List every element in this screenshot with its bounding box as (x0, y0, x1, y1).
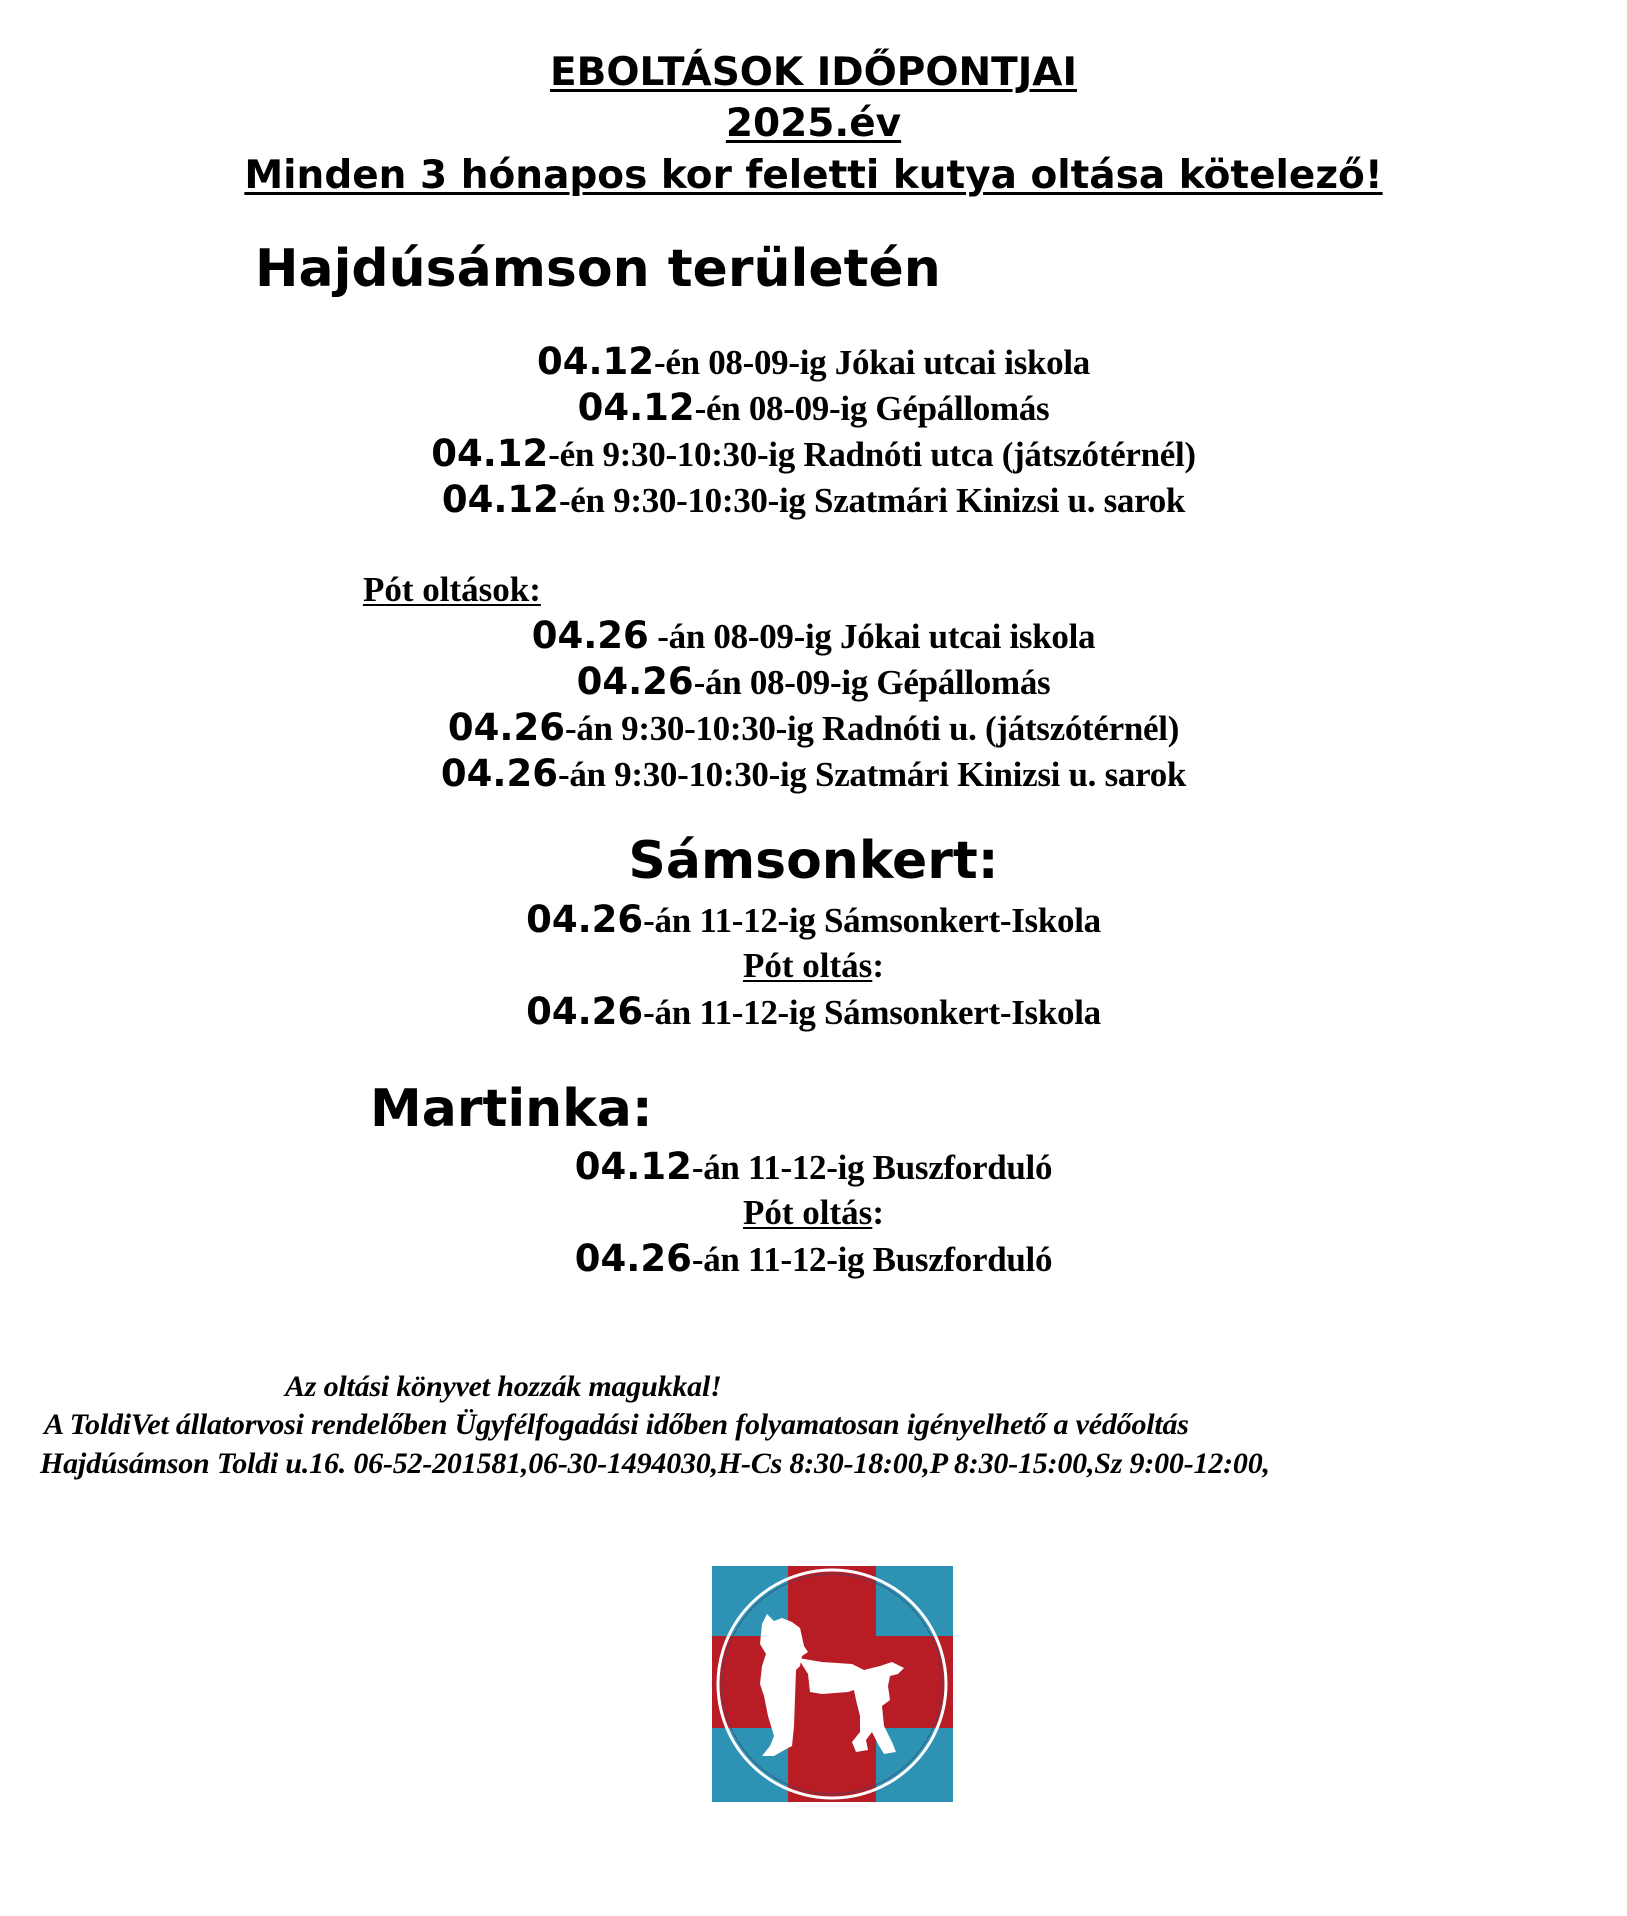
schedule-item (0, 1144, 1627, 1191)
section-heading-samsonkert: Sámsonkert: (628, 831, 999, 891)
followup-colon: : (872, 946, 884, 985)
schedule-text: -án 11-12-ig Buszforduló (691, 1148, 1053, 1187)
followup-item (0, 751, 1627, 798)
section-heading-hajdusamson: Hajdúsámson területén (255, 239, 941, 299)
schedule-item (0, 477, 1627, 524)
schedule-text: -án 9:30-10:30-ig Szatmári Kinizsi u. sarok (557, 755, 1187, 794)
schedule-date: 04.26 (447, 706, 565, 749)
vet-cross-dog-logo-icon (712, 1566, 953, 1802)
schedule-text: -án 9:30-10:30-ig Radnóti u. (játszótérnél) (564, 709, 1180, 748)
year-label: 2025.év (725, 101, 902, 146)
schedule-text: -én 9:30-10:30-ig Szatmári Kinizsi u. sarok (558, 481, 1186, 520)
page-title: EBOLTÁSOK IDŐPONTJAI (550, 50, 1077, 95)
schedule-text: -én 08-09-ig Jókai utcai iskola (654, 343, 1091, 382)
schedule-date: 04.12 (577, 386, 695, 429)
schedule-date: 04.12 (574, 1145, 692, 1188)
followup-item (0, 1236, 1627, 1283)
followup-label: Pót oltás (743, 1193, 873, 1232)
schedule-date: 04.26 (576, 660, 694, 703)
schedule-date: 04.12 (431, 432, 549, 475)
schedule-text: -án 08-09-ig Jókai utcai iskola (648, 617, 1096, 656)
followup-item (0, 989, 1627, 1036)
schedule-date: 04.26 (440, 752, 558, 795)
footer-reminder: Az oltási könyvet hozzák magukkal! (285, 1370, 722, 1403)
followup-label: Pót oltás (743, 946, 873, 985)
schedule-date: 04.12 (536, 340, 655, 383)
schedule-text: -án 11-12-ig Sámsonkert-Iskola (643, 993, 1101, 1032)
followup-colon: : (872, 1193, 884, 1232)
footer-clinic-info: A ToldiVet állatorvosi rendelőben Ügyfélfogadási időben folyamatosan igényelhető a védőoltás (38, 1408, 1189, 1441)
schedule-date: 04.26 (526, 990, 644, 1033)
followup-item (0, 705, 1627, 752)
followup-heading (0, 943, 1627, 989)
mandatory-notice: Minden 3 hónapos kor feletti kutya oltása kötelező! (244, 153, 1383, 198)
schedule-item (0, 339, 1627, 386)
schedule-text: -án 11-12-ig Sámsonkert-Iskola (643, 901, 1101, 940)
schedule-item (0, 431, 1627, 478)
schedule-date: 04.26 (531, 614, 649, 657)
schedule-text: -án 08-09-ig Gépállomás (693, 663, 1051, 702)
schedule-text: -én 9:30-10:30-ig Radnóti utca (játszótérnél) (548, 435, 1196, 474)
schedule-text: -én 08-09-ig Gépállomás (694, 389, 1050, 428)
schedule-date: 04.26 (526, 898, 644, 941)
footer-contact-hours: Hajdúsámson Toldi u.16. 06-52-201581,06-30-1494030,H-Cs 8:30-18:00,P 8:30-15:00,Sz 9:00-12:00, (40, 1447, 1270, 1480)
schedule-text: -án 11-12-ig Buszforduló (691, 1240, 1053, 1279)
followup-heading (0, 1190, 1627, 1236)
section-heading-martinka: Martinka: (370, 1079, 653, 1139)
followup-item (0, 613, 1627, 660)
schedule-item (0, 897, 1627, 944)
schedule-date: 04.26 (574, 1237, 692, 1280)
followup-label: Pót oltások: (363, 570, 541, 609)
followup-item (0, 659, 1627, 706)
schedule-item (0, 385, 1627, 432)
schedule-date: 04.12 (441, 478, 559, 521)
